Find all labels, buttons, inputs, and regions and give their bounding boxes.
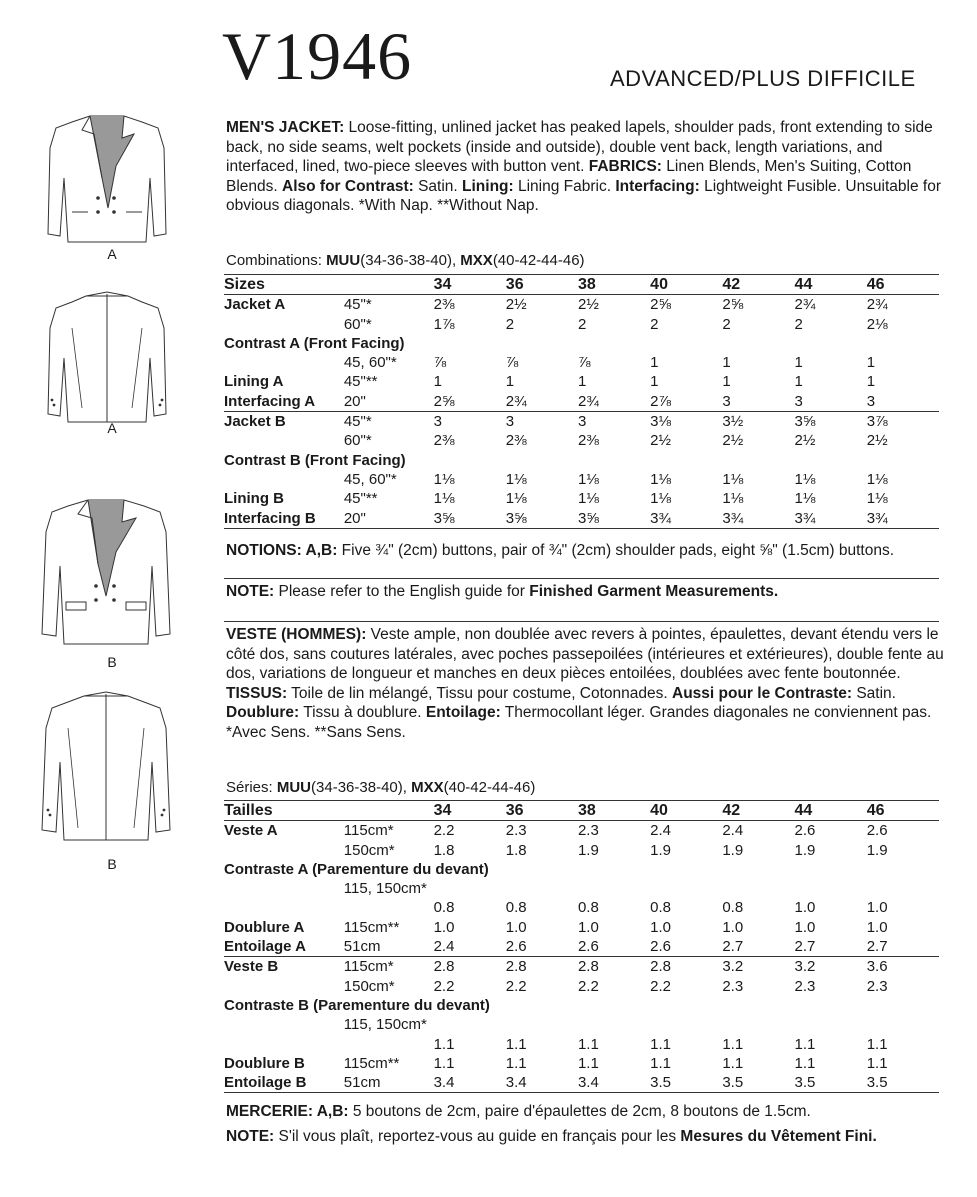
fabric-width: 20" — [343, 392, 366, 410]
yardage-cell: 2½ — [577, 296, 599, 314]
yardage-cell: 3 — [794, 392, 803, 410]
yardage-cell: 3⅞ — [866, 413, 888, 431]
yardage-cell: 1⅛ — [722, 490, 744, 508]
size-column-header: 46 — [866, 802, 885, 819]
yardage-cell: 1.9 — [866, 841, 888, 859]
size-column-header: 38 — [577, 802, 596, 819]
table-row — [224, 879, 939, 898]
size-column-header: 44 — [794, 276, 813, 293]
yardage-cell: 1⅛ — [794, 470, 816, 488]
row-label: Interfacing B — [224, 509, 316, 527]
jacket-b-back-illustration — [36, 688, 176, 848]
yardage-cell: 2⅜ — [433, 296, 455, 314]
illustration-label: B — [107, 654, 117, 670]
yardage-cell: 2.4 — [433, 938, 455, 956]
yardage-cell: 2.7 — [866, 938, 888, 956]
yardage-cell: 1.1 — [722, 1054, 744, 1072]
fabric-width: 45"** — [343, 373, 378, 391]
yardage-cell: 1.1 — [650, 1054, 671, 1072]
yardage-cell: 3¾ — [722, 509, 744, 527]
illustrations-column — [30, 0, 200, 1197]
yardage-cell: 2.4 — [722, 822, 744, 840]
yardage-cell: ⅞ — [505, 354, 519, 372]
yardage-cell: 1.1 — [794, 1054, 816, 1072]
yardage-cell: 2.8 — [433, 958, 455, 976]
yardage-cell: ⅞ — [577, 354, 591, 372]
yardage-cell: 2¾ — [866, 296, 888, 314]
yardage-cell: 1.1 — [433, 1035, 455, 1053]
table-row — [224, 353, 939, 372]
yardage-cell: 1.9 — [650, 841, 671, 859]
pattern-number: V1946 — [222, 18, 413, 94]
row-label: Lining B — [224, 490, 284, 508]
row-label — [224, 431, 344, 450]
yardage-cell: 1.1 — [577, 1054, 599, 1072]
yardage-cell: 2½ — [650, 432, 672, 450]
row-label — [224, 841, 344, 860]
yardage-cell: 2.8 — [505, 958, 527, 976]
yardage-cell: 1.1 — [866, 1035, 888, 1053]
french-description: VESTE (HOMMES): Veste ample, non doublée avec revers à pointes, épaulettes, devant étendu vers le côté dos, sans coutures latérales, avec poches passepoilées (intérieures et extérieures), double fente au dos, variations de longueur et manches en deux pièces entoilées, doublées avec fente boutonnée. TISSUS: Toile de lin mélangé, Tissu pour costume, Cotonnades. Aussi pour le Contraste: Satin. Doublure: Tissu à doublure. Entoilage: Thermocollant léger. Grandes diagonales ne conviennent pas. *Avec Sens. **Sans Sens. — [226, 626, 944, 741]
english-description: MEN'S JACKET: Loose-fitting, unlined jacket has peaked lapels, shoulder pads, front extending to side back, no side seams, welt pockets (inside and outside), double vent back, length variations, and interfaced, lined, two-piece sleeves with button vent. FABRICS: Linen Blends, Men's Suiting, Cotton Blends. Also for Contrast: Satin. Lining: Lining Fabric. Interfacing: Lightweight Fusible. Unsuitable for obvious diagonals. *With Nap. **Without Nap. — [226, 119, 942, 214]
table-row — [224, 977, 939, 996]
fabric-width — [344, 1035, 434, 1054]
fabric-width: 45, 60"* — [343, 354, 397, 372]
yardage-cell: 3⅝ — [505, 509, 527, 527]
yardage-cell: 2.3 — [577, 822, 599, 840]
yardage-cell: 3 — [866, 392, 876, 410]
table-row — [224, 918, 939, 937]
yardage-cell: 3⅛ — [650, 413, 672, 431]
row-label — [224, 315, 344, 334]
yardage-cell: 3⅝ — [433, 509, 455, 527]
yardage-cell: 2.3 — [722, 977, 744, 995]
size-column-header: 36 — [505, 276, 524, 293]
yardage-cell: 2¾ — [577, 392, 599, 410]
yardage-cell: 1.0 — [577, 918, 599, 936]
yardage-cell: 1⅛ — [433, 490, 455, 508]
fabric-width: 115, 150cm* — [343, 1016, 427, 1034]
row-label: Lining A — [224, 373, 284, 391]
fabric-width: 115cm** — [343, 918, 400, 936]
table-row — [224, 1073, 939, 1093]
yardage-cell: 1.1 — [505, 1035, 527, 1053]
table-row — [224, 821, 939, 841]
english-yardage-table — [224, 274, 939, 529]
row-label: Doublure A — [224, 918, 305, 936]
illustration-label: A — [107, 420, 117, 436]
yardage-cell: 2.6 — [794, 822, 816, 840]
yardage-cell: 1.1 — [505, 1054, 527, 1072]
yardage-cell: 1⅛ — [866, 470, 888, 488]
yardage-cell: 2¾ — [794, 296, 816, 314]
yardage-cell: 2⅛ — [866, 315, 888, 333]
yardage-cell: 1 — [866, 373, 876, 391]
row-label: Jacket A — [224, 296, 286, 314]
yardage-cell: 2½ — [866, 432, 888, 450]
yardage-cell: 1⅛ — [650, 470, 672, 488]
yardage-cell: 1 — [794, 354, 803, 372]
yardage-cell: 3.5 — [866, 1074, 888, 1092]
row-label — [224, 898, 344, 917]
french-yardage-table — [224, 800, 939, 1093]
yardage-cell: 0.8 — [505, 899, 527, 917]
yardage-cell: 1⅛ — [433, 470, 455, 488]
size-column-header: 40 — [650, 276, 668, 293]
yardage-cell: 1.1 — [866, 1054, 888, 1072]
yardage-cell: 1.9 — [577, 841, 599, 859]
fabric-width: 150cm* — [343, 841, 395, 859]
yardage-cell: 1.8 — [433, 841, 455, 859]
yardage-cell: 1.1 — [433, 1054, 455, 1072]
yardage-cell: 3 — [505, 413, 515, 431]
yardage-cell: 1.1 — [794, 1035, 816, 1053]
table-row — [224, 509, 939, 529]
row-label: Jacket B — [224, 413, 286, 431]
row-label: Contraste A (Parementure du devant) — [224, 860, 489, 878]
yardage-cell: 1 — [866, 354, 876, 372]
yardage-cell: 1 — [722, 373, 731, 391]
table-row — [224, 1015, 939, 1034]
yardage-cell: 2.3 — [505, 822, 527, 840]
yardage-cell: 1⅛ — [505, 490, 527, 508]
difficulty-level: ADVANCED/PLUS DIFFICILE — [610, 66, 916, 91]
size-column-header: 44 — [794, 802, 813, 819]
yardage-cell: 1⅞ — [433, 315, 455, 333]
yardage-cell: 2.6 — [650, 938, 671, 956]
row-label — [224, 470, 344, 489]
table-row — [224, 334, 939, 353]
yardage-cell: 1 — [505, 373, 515, 391]
yardage-cell: 2⅞ — [650, 392, 672, 410]
jacket-a-back-illustration — [42, 288, 172, 428]
size-column-header: 40 — [650, 802, 668, 819]
fabric-width: 51cm — [343, 1074, 381, 1092]
sizes-header: Tailles — [224, 802, 273, 819]
yardage-cell: 1⅛ — [794, 490, 816, 508]
yardage-cell: 3.2 — [722, 958, 744, 976]
size-column-header: 34 — [433, 802, 452, 819]
row-label: Veste B — [224, 958, 279, 976]
yardage-cell: 1.1 — [577, 1035, 599, 1053]
yardage-cell: 3.4 — [505, 1074, 527, 1092]
yardage-cell: 1⅛ — [505, 470, 527, 488]
yardage-cell: 0.8 — [722, 899, 744, 917]
yardage-cell: 1.1 — [722, 1035, 744, 1053]
jacket-b-front-illustration — [36, 492, 176, 652]
table-row — [224, 957, 939, 977]
fabric-width: 60"* — [343, 432, 372, 450]
yardage-cell: 3⅝ — [794, 413, 816, 431]
yardage-cell: 2⅜ — [505, 432, 527, 450]
table-row — [224, 315, 939, 334]
yardage-cell: 2.2 — [577, 977, 599, 995]
yardage-cell: 2.2 — [650, 977, 671, 995]
yardage-cell: 1⅛ — [577, 470, 599, 488]
yardage-cell: 3.2 — [794, 958, 816, 976]
yardage-cell: 2.2 — [505, 977, 527, 995]
table-row — [224, 295, 939, 315]
yardage-cell: 2 — [650, 315, 659, 333]
table-row — [224, 412, 939, 432]
table-row — [224, 860, 939, 879]
fabric-width: 45"* — [343, 296, 372, 314]
row-label: Interfacing A — [224, 392, 316, 410]
french-combinations: Séries: MUU(34-36-38-40), MXX(40-42-44-46) — [226, 779, 536, 796]
yardage-cell: 0.8 — [650, 899, 671, 917]
yardage-cell: 1.0 — [866, 918, 888, 936]
yardage-cell: 2.2 — [433, 822, 455, 840]
yardage-cell: 2.8 — [650, 958, 671, 976]
yardage-cell: 3.6 — [866, 958, 888, 976]
yardage-cell: 1 — [577, 373, 587, 391]
yardage-cell: 1.0 — [866, 899, 888, 917]
row-label: Contrast A (Front Facing) — [224, 334, 405, 352]
yardage-cell: 3½ — [722, 413, 744, 431]
yardage-cell: 2⅝ — [650, 296, 672, 314]
yardage-cell: 2 — [577, 315, 587, 333]
yardage-cell: 1.0 — [722, 918, 744, 936]
fabric-width: 45, 60"* — [343, 470, 397, 488]
yardage-cell: 1.9 — [722, 841, 744, 859]
french-note: NOTE: S'il vous plaît, reportez-vous au guide en français pour les Mesures du Vêtement Fini. — [226, 1128, 877, 1145]
yardage-cell: 1.1 — [650, 1035, 671, 1053]
yardage-cell: 2.6 — [577, 938, 599, 956]
yardage-cell: 2⅜ — [433, 432, 455, 450]
yardage-cell: 3.4 — [433, 1074, 455, 1092]
yardage-cell: 2.7 — [722, 938, 744, 956]
table-row — [224, 1035, 939, 1054]
yardage-cell: 2¾ — [505, 392, 527, 410]
row-label — [224, 977, 344, 996]
row-label: Veste A — [224, 822, 278, 840]
yardage-cell: 2½ — [505, 296, 527, 314]
english-notions: NOTIONS: A,B: Five ¾" (2cm) buttons, pair of ¾" (2cm) shoulder pads, eight ⅝" (1.5cm) buttons. — [226, 542, 895, 559]
yardage-cell: 3 — [433, 413, 442, 431]
yardage-cell: 2⅝ — [722, 296, 744, 314]
yardage-cell: 2½ — [794, 432, 816, 450]
yardage-cell: 2.3 — [794, 977, 816, 995]
fabric-width — [344, 898, 434, 917]
table-row — [224, 470, 939, 489]
table-row — [224, 451, 939, 470]
fabric-width: 115cm* — [343, 958, 394, 976]
yardage-cell: 2.7 — [794, 938, 816, 956]
yardage-cell: 3.5 — [722, 1074, 744, 1092]
french-notions: MERCERIE: A,B: 5 boutons de 2cm, paire d'épaulettes de 2cm, 8 boutons de 1.5cm. — [226, 1103, 811, 1120]
yardage-cell: 1 — [433, 373, 442, 391]
yardage-cell: ⅞ — [433, 354, 447, 372]
yardage-cell: 1 — [650, 354, 659, 372]
row-label: Entoilage B — [224, 1074, 307, 1092]
yardage-cell: 2.6 — [505, 938, 527, 956]
size-column-header: 42 — [722, 276, 741, 293]
size-column-header: 36 — [505, 802, 524, 819]
yardage-cell: 2 — [505, 315, 515, 333]
row-label — [224, 879, 344, 898]
table-row — [224, 372, 939, 391]
yardage-cell: 1⅛ — [577, 490, 599, 508]
row-label — [224, 353, 344, 372]
yardage-cell: 1.8 — [505, 841, 527, 859]
yardage-cell: 1.9 — [794, 841, 816, 859]
size-column-header: 38 — [577, 276, 596, 293]
table-row — [224, 898, 939, 917]
yardage-cell: 1⅛ — [722, 470, 744, 488]
row-label: Entoilage A — [224, 938, 306, 956]
yardage-cell: 1⅛ — [650, 490, 672, 508]
yardage-cell: 1 — [722, 354, 731, 372]
illustration-label: B — [107, 856, 117, 872]
english-note: NOTE: Please refer to the English guide for Finished Garment Measurements. — [226, 583, 779, 600]
table-row — [224, 937, 939, 957]
yardage-cell: 2.4 — [650, 822, 671, 840]
row-label — [224, 1015, 344, 1034]
fabric-width: 150cm* — [343, 977, 395, 995]
yardage-cell: 1 — [650, 373, 659, 391]
table-row — [224, 431, 939, 450]
fabric-width: 115, 150cm* — [343, 880, 427, 898]
yardage-cell: 1.0 — [505, 918, 527, 936]
row-label: Contraste B (Parementure du devant) — [224, 996, 490, 1014]
fabric-width: 60"* — [343, 315, 372, 333]
sizes-header: Sizes — [224, 276, 265, 293]
yardage-cell: 1⅛ — [866, 490, 888, 508]
yardage-cell: 2.6 — [866, 822, 888, 840]
yardage-cell: 3¾ — [650, 509, 672, 527]
yardage-cell: 1.0 — [650, 918, 671, 936]
yardage-cell: 0.8 — [577, 899, 599, 917]
yardage-cell: 2.3 — [866, 977, 888, 995]
yardage-cell: 2⅝ — [433, 392, 455, 410]
yardage-cell: 3 — [577, 413, 587, 431]
table-row — [224, 841, 939, 860]
fabric-width: 51cm — [343, 938, 381, 956]
table-row — [224, 1054, 939, 1073]
size-column-header: 34 — [433, 276, 452, 293]
yardage-cell: 3.5 — [794, 1074, 816, 1092]
row-label: Doublure B — [224, 1054, 305, 1072]
yardage-cell: 2.8 — [577, 958, 599, 976]
yardage-cell: 2.2 — [433, 977, 455, 995]
size-column-header: 42 — [722, 802, 741, 819]
illustration-label: A — [107, 246, 117, 262]
row-label — [224, 1035, 344, 1054]
fabric-width: 20" — [343, 509, 366, 527]
yardage-cell: 0.8 — [433, 899, 455, 917]
fabric-width: 115cm** — [343, 1054, 400, 1072]
yardage-cell: 1.0 — [794, 918, 816, 936]
table-row — [224, 996, 939, 1015]
yardage-cell: 3¾ — [866, 509, 888, 527]
yardage-cell: 3¾ — [794, 509, 816, 527]
yardage-cell: 3.5 — [650, 1074, 671, 1092]
fabric-width: 45"* — [343, 413, 372, 431]
jacket-a-front-illustration — [42, 108, 172, 248]
yardage-cell: 2 — [794, 315, 803, 333]
yardage-cell: 2⅜ — [577, 432, 599, 450]
yardage-cell: 1.0 — [433, 918, 455, 936]
yardage-cell: 3⅝ — [577, 509, 599, 527]
table-row — [224, 392, 939, 412]
fabric-width: 45"** — [343, 490, 378, 508]
yardage-cell: 1 — [794, 373, 803, 391]
yardage-cell: 1.0 — [794, 899, 816, 917]
yardage-cell: 2 — [722, 315, 731, 333]
yardage-cell: 3 — [722, 392, 731, 410]
size-column-header: 46 — [866, 276, 885, 293]
row-label: Contrast B (Front Facing) — [224, 451, 406, 469]
table-row — [224, 489, 939, 508]
fabric-width: 115cm* — [343, 822, 394, 840]
english-combinations: Combinations: MUU(34-36-38-40), MXX(40-42-44-46) — [226, 252, 585, 269]
yardage-cell: 2½ — [722, 432, 744, 450]
yardage-cell: 3.4 — [577, 1074, 599, 1092]
